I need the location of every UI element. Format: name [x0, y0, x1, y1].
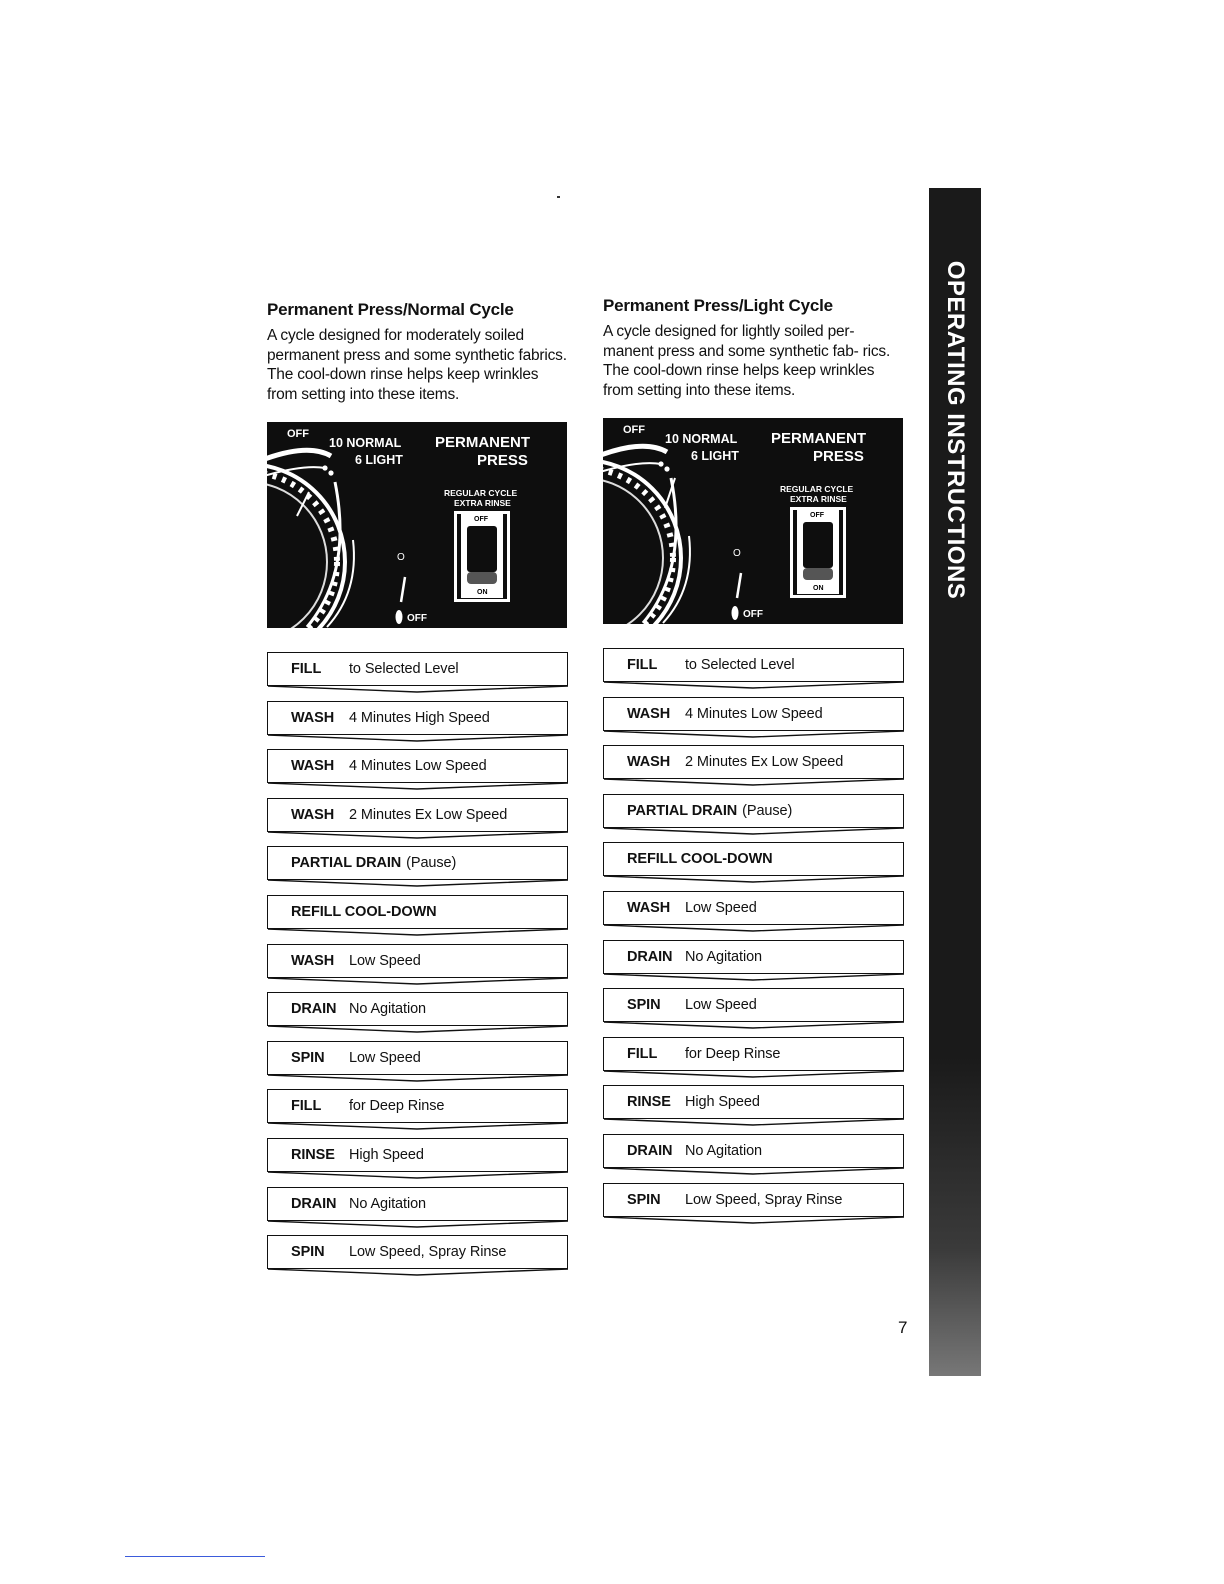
- step-label: [291, 1196, 426, 1212]
- step-arrow-icon: [267, 1269, 570, 1279]
- cycle-step: [267, 992, 570, 1028]
- dial-off-label: OFF: [287, 428, 309, 440]
- step-arrow-icon: [603, 876, 906, 886]
- step-detail: Low Speed: [349, 952, 421, 969]
- step-label: [627, 900, 757, 916]
- section-title: Permanent Press/Normal Cycle: [267, 300, 514, 319]
- cycle-step: [603, 648, 906, 684]
- cycle-step: [603, 1037, 906, 1073]
- cycle-step: [267, 944, 570, 980]
- step-detail: High Speed: [349, 1146, 424, 1163]
- step-action: PARTIAL DRAIN: [627, 802, 738, 819]
- cycle-step: [267, 1089, 570, 1125]
- step-detail: 4 Minutes Low Speed: [685, 705, 823, 722]
- step-arrow-icon: [603, 1168, 906, 1178]
- step-label: [627, 1046, 780, 1062]
- step-label: [627, 997, 757, 1013]
- step-label: [291, 855, 456, 871]
- cycle-step: [267, 749, 570, 785]
- page-number: 7: [898, 1318, 908, 1337]
- cycle-step: [267, 1187, 570, 1223]
- step-arrow-icon: [267, 929, 570, 939]
- step-detail: 4 Minutes Low Speed: [349, 758, 487, 775]
- step-action: WASH: [627, 899, 671, 916]
- step-arrow-icon: [603, 1022, 906, 1032]
- step-action: FILL: [627, 1045, 658, 1062]
- step-label: [291, 1147, 424, 1163]
- step-action: PARTIAL DRAIN: [291, 855, 402, 872]
- step-arrow-icon: [603, 974, 906, 984]
- dial-light-label: 6 LIGHT: [355, 453, 403, 467]
- step-detail: 4 Minutes High Speed: [349, 709, 490, 726]
- step-action: DRAIN: [627, 1142, 673, 1159]
- timer-off-label: OFF: [743, 609, 763, 620]
- step-action: FILL: [291, 661, 322, 677]
- cycle-name-label-2: PRESS: [813, 448, 864, 465]
- control-panel-image: [603, 418, 903, 624]
- dial-normal-label: 10 NORMAL: [665, 432, 738, 446]
- cycle-step: [267, 701, 570, 737]
- step-detail: to Selected Level: [685, 657, 795, 673]
- step-action: FILL: [627, 657, 658, 673]
- step-action: WASH: [291, 952, 335, 969]
- step-arrow-icon: [267, 783, 570, 793]
- step-detail: Low Speed: [685, 899, 757, 916]
- side-tab-label: OPERATING INSTRUCTIONS: [942, 260, 969, 600]
- step-action: SPIN: [291, 1244, 325, 1261]
- step-label: [291, 661, 459, 677]
- step-label: [291, 758, 487, 774]
- step-action: SPIN: [627, 997, 661, 1014]
- step-arrow-icon: [267, 832, 570, 842]
- step-arrow-icon: [267, 1075, 570, 1085]
- timer-o-label: O: [397, 552, 405, 563]
- section-description: A cycle designed for moderately soiled permanent press and some synthetic fabrics. The cool-down rinse helps keep wrinkles from setting into these items.: [267, 327, 567, 403]
- step-label: [291, 1001, 426, 1017]
- step-label: [627, 657, 795, 673]
- step-arrow-icon: [603, 682, 906, 692]
- step-arrow-icon: [267, 1172, 570, 1182]
- cycle-step: [267, 1041, 570, 1077]
- step-arrow-icon: [267, 1123, 570, 1133]
- step-label: [627, 851, 778, 867]
- step-action: DRAIN: [291, 1195, 337, 1212]
- dial-off-label: OFF: [623, 424, 645, 436]
- step-action: WASH: [291, 806, 335, 823]
- step-action: DRAIN: [627, 948, 673, 965]
- step-detail: for Deep Rinse: [349, 1098, 445, 1115]
- control-panel-image: [267, 422, 567, 628]
- step-label: [291, 904, 442, 920]
- footer-rule: [125, 1556, 265, 1557]
- extra-rinse-label: EXTRA RINSE: [790, 494, 847, 504]
- cycle-name-label: PERMANENT: [771, 430, 867, 447]
- step-detail: (Pause): [406, 855, 457, 872]
- cycle-step: [267, 1138, 570, 1174]
- cycle-step: [603, 1134, 906, 1170]
- dial-normal-label: 10 NORMAL: [329, 436, 402, 450]
- step-label: [291, 710, 490, 726]
- cycle-step: [603, 1085, 906, 1121]
- step-action: WASH: [627, 705, 671, 722]
- step-detail: 2 Minutes Ex Low Speed: [685, 754, 844, 771]
- cycle-step: [603, 697, 906, 733]
- stray-mark: [557, 196, 560, 198]
- extra-rinse-label: EXTRA RINSE: [454, 498, 511, 508]
- step-detail: No Agitation: [349, 1001, 426, 1018]
- step-arrow-icon: [603, 731, 906, 741]
- cycle-step: [267, 798, 570, 834]
- side-tab-gradient: [929, 1056, 981, 1376]
- cycle-step: [267, 846, 570, 882]
- step-label: [627, 1094, 760, 1110]
- switch-on-label: ON: [813, 585, 824, 592]
- step-arrow-icon: [603, 828, 906, 838]
- step-detail: to Selected Level: [349, 661, 459, 677]
- step-label: [627, 1192, 842, 1208]
- step-arrow-icon: [603, 1119, 906, 1129]
- light-cycle-section: [603, 296, 911, 1231]
- step-action: FILL: [291, 1098, 322, 1115]
- cycle-steps-list: [267, 652, 572, 1271]
- cycle-step: [603, 794, 906, 830]
- step-arrow-icon: [267, 1026, 570, 1036]
- step-detail: Low Speed: [685, 997, 757, 1014]
- switch-on-label: ON: [477, 589, 488, 596]
- cycle-steps-list: [603, 648, 908, 1219]
- step-arrow-icon: [603, 1217, 906, 1227]
- section-description: A cycle designed for lightly soiled per- manent press and some synthetic fab- rics. The cool-down rinse helps keep wrinkles from setting into these items.: [603, 323, 891, 399]
- step-detail: (Pause): [742, 802, 793, 819]
- step-arrow-icon: [267, 978, 570, 988]
- normal-cycle-section: [267, 300, 575, 1284]
- step-detail: for Deep Rinse: [685, 1045, 781, 1062]
- step-arrow-icon: [603, 779, 906, 789]
- step-action: SPIN: [627, 1191, 661, 1208]
- step-label: [627, 949, 762, 965]
- step-action: WASH: [291, 758, 335, 775]
- step-arrow-icon: [603, 925, 906, 935]
- step-detail: No Agitation: [349, 1195, 426, 1212]
- step-action: WASH: [291, 709, 335, 726]
- step-label: [627, 706, 823, 722]
- section-title: Permanent Press/Light Cycle: [603, 296, 833, 315]
- regular-cycle-label: REGULAR CYCLE: [444, 488, 518, 498]
- cycle-step: [603, 1183, 906, 1219]
- step-label: [291, 1244, 506, 1260]
- step-arrow-icon: [267, 735, 570, 745]
- step-arrow-icon: [603, 1071, 906, 1081]
- step-label: [627, 803, 792, 819]
- cycle-step: [603, 940, 906, 976]
- cycle-name-label-2: PRESS: [477, 452, 528, 469]
- step-detail: High Speed: [685, 1094, 760, 1111]
- step-detail: No Agitation: [685, 948, 762, 965]
- step-label: [291, 1098, 444, 1114]
- step-detail: 2 Minutes Ex Low Speed: [349, 806, 508, 823]
- step-label: [291, 807, 507, 823]
- step-action: SPIN: [291, 1049, 325, 1066]
- step-action: DRAIN: [291, 1001, 337, 1018]
- step-detail: Low Speed: [349, 1049, 421, 1066]
- step-action: WASH: [627, 754, 671, 771]
- dial-light-label: 6 LIGHT: [691, 449, 739, 463]
- step-label: [291, 953, 421, 969]
- step-arrow-icon: [267, 880, 570, 890]
- switch-off-label: OFF: [810, 512, 824, 519]
- step-arrow-icon: [267, 1221, 570, 1231]
- step-action: RINSE: [291, 1146, 335, 1163]
- step-detail: Low Speed, Spray Rinse: [349, 1244, 507, 1261]
- cycle-step: [267, 652, 570, 688]
- cycle-name-label: PERMANENT: [435, 434, 531, 451]
- step-arrow-icon: [267, 686, 570, 696]
- step-action: REFILL COOL-DOWN: [291, 903, 437, 920]
- step-label: [627, 1143, 762, 1159]
- cycle-step: [603, 891, 906, 927]
- step-action: REFILL COOL-DOWN: [627, 851, 773, 868]
- step-label: [627, 754, 843, 770]
- cycle-step: [267, 895, 570, 931]
- step-label: [291, 1050, 421, 1066]
- step-detail: Low Speed, Spray Rinse: [685, 1191, 843, 1208]
- cycle-step: [603, 745, 906, 781]
- cycle-step: [267, 1235, 570, 1271]
- step-action: RINSE: [627, 1094, 671, 1111]
- switch-off-label: OFF: [474, 516, 488, 523]
- cycle-step: [603, 842, 906, 878]
- cycle-step: [603, 988, 906, 1024]
- step-detail: No Agitation: [685, 1142, 762, 1159]
- timer-o-label: O: [733, 548, 741, 559]
- timer-off-label: OFF: [407, 613, 427, 624]
- regular-cycle-label: REGULAR CYCLE: [780, 484, 854, 494]
